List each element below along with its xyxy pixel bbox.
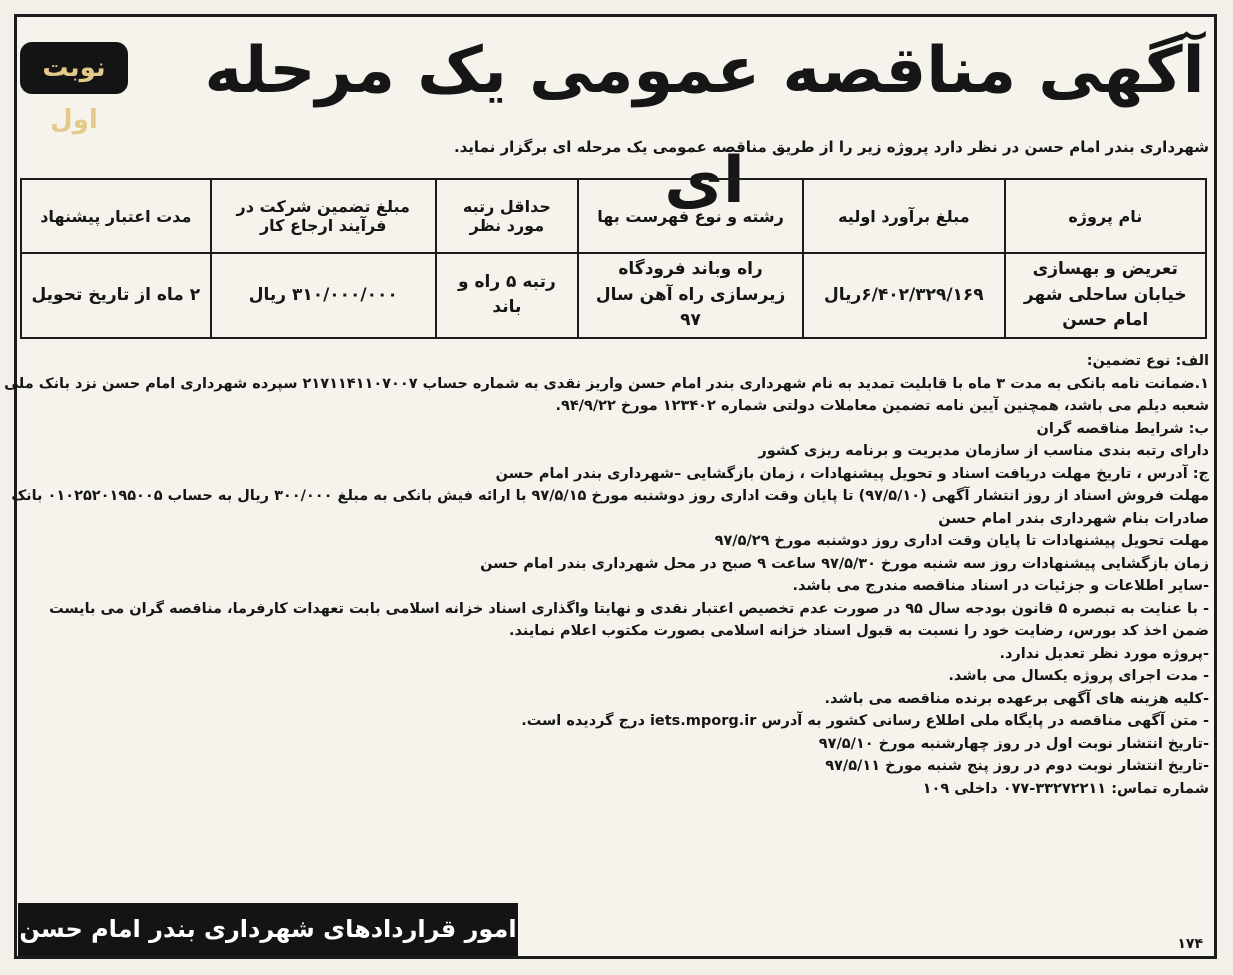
cell-project-name: تعریض و بهسازی خیابان ساحلی شهر امام حسن (1005, 253, 1206, 338)
body-line: ۱.ضمانت نامه بانکی به مدت ۳ ماه با قابلیت تمدید به نام شهرداری بندر امام حسن واریز نقدی به شماره حساب ۲۱۷۱۱۴۱۱۰۷۰۰۷ سپرده شهرداری امام حسن نزد بانک ملی (4, 375, 1209, 392)
header-initial-estimate: مبلغ برآورد اولیه (803, 179, 1004, 253)
body-line: دارای رتبه بندی مناسب از سازمان مدیریت و برنامه ریزی کشور (758, 443, 1209, 459)
project-table (20, 178, 1207, 339)
address-deadlines-heading: ج: آدرس ، تاریخ مهلت دریافت اسناد و تحویل پیشنهادات ، زمان بازگشایی –شهرداری بندر امام حسن (495, 465, 1209, 482)
guarantee-type-heading: الف: نوع تضمین: (1086, 353, 1209, 369)
body-line: - متن آگهی مناقصه در پایگاه ملی اطلاع رسانی کشور به آدرس iets.mporg.ir درج گردیده است. (521, 713, 1209, 729)
notice-body (4, 350, 1209, 800)
table-row (21, 253, 1206, 338)
notice-title: آگهی مناقصه عمومی یک مرحله ای (204, 34, 1205, 218)
body-line: ضمن اخذ کد بورس، رضایت خود را نسبت به قبول اسناد خزانه اسلامی بصورت مکتوب اعلام نمایند. (509, 623, 1209, 639)
header-project-name: نام پروژه (1005, 179, 1206, 253)
body-line: صادرات بنام شهرداری بندر امام حسن (938, 510, 1209, 527)
intro-text: شهرداری بندر امام حسن در نظر دارد پروژه زیر را از طریق مناقصه عمومی یک مرحله ای برگزار نماید. (453, 138, 1209, 156)
body-line: - با عنایت به تبصره ۵ قانون بودجه سال ۹۵ در صورت عدم تخصیص اعتبار نقدی و نهایتا واگذاری اسناد خزانه اسلامی بابت تعهدات کارفرما، مناقصه گران می بایست (49, 600, 1209, 617)
contact-line: شماره تماس: ۳۳۲۷۲۲۱۱-۰۷۷ داخلی ۱۰۹ (922, 780, 1209, 797)
body-line: مهلت تحویل پیشنهادات تا پایان وقت اداری روز دوشنبه مورخ ۹۷/۵/۲۹ (714, 533, 1209, 549)
cell-price-list-type: راه وباند فرودگاه زیرسازی راه آهن سال ۹۷ (578, 253, 803, 338)
table-header-row (21, 179, 1206, 253)
header-price-list-type: رشته و نوع فهرست بها (578, 179, 803, 253)
body-line: زمان بازگشایی پیشنهادات روز سه شنبه مورخ ۹۷/۵/۳۰ ساعت ۹ صبح در محل شهرداری بندر امام حسن (480, 555, 1209, 572)
cell-offer-validity: ۲ ماه از تاریخ تحویل (21, 253, 211, 338)
body-line: -سایر اطلاعات و جزئیات در اسناد مناقصه مندرج می باشد. (792, 578, 1209, 594)
footer-banner: امور قراردادهای شهرداری بندر امام حسن (18, 903, 518, 956)
page-number: ۱۷۴ (1177, 936, 1203, 952)
header-guarantee-amount: مبلغ تضمین شرکت در فرآیند ارجاع کار (211, 179, 436, 253)
cell-min-rank: رتبه ۵ راه و باند (436, 253, 578, 338)
body-line: - مدت اجرای پروژه یکسال می باشد. (948, 668, 1209, 684)
body-line: -تاریخ انتشار نوبت دوم در روز پنج شنبه مورخ ۹۷/۵/۱۱ (825, 758, 1209, 774)
header-offer-validity: مدت اعتبار پیشنهاد (21, 179, 211, 253)
body-line: شعبه دیلم می باشد، همچنین آیین نامه تضمین معاملات دولتی شماره ۱۲۳۴۰۲ مورخ ۹۴/۹/۲۲. (555, 398, 1209, 414)
cell-guarantee-amount: ۳۱۰/۰۰۰/۰۰۰ ریال (211, 253, 436, 338)
body-line: -کلیه هزینه های آگهی برعهده برنده مناقصه می باشد. (824, 690, 1209, 707)
body-line: -پروژه مورد نظر تعدیل ندارد. (999, 645, 1209, 662)
body-line: مهلت فروش اسناد از روز انتشار آگهی (۹۷/۵/۱۰) تا پایان وقت اداری روز دوشنبه مورخ ۹۷/۵/۱۵ با ارائه فیش بانکی به مبلغ ۳۰۰/۰۰۰ ریال به حساب ۰۱۰۲۵۲۰۱۹۵۰۰۵ بانک (11, 488, 1209, 504)
cell-initial-estimate: ۶/۴۰۲/۳۲۹/۱۶۹ریال (803, 253, 1004, 338)
bidder-conditions-heading: ب: شرایط مناقصه گران (1036, 420, 1209, 437)
header-min-rank: حداقل رتبه مورد نظر (436, 179, 578, 253)
body-line: -تاریخ انتشار نوبت اول در روز چهارشنبه مورخ ۹۷/۵/۱۰ (818, 735, 1209, 752)
first-publication-badge: نوبت اول (20, 42, 128, 94)
